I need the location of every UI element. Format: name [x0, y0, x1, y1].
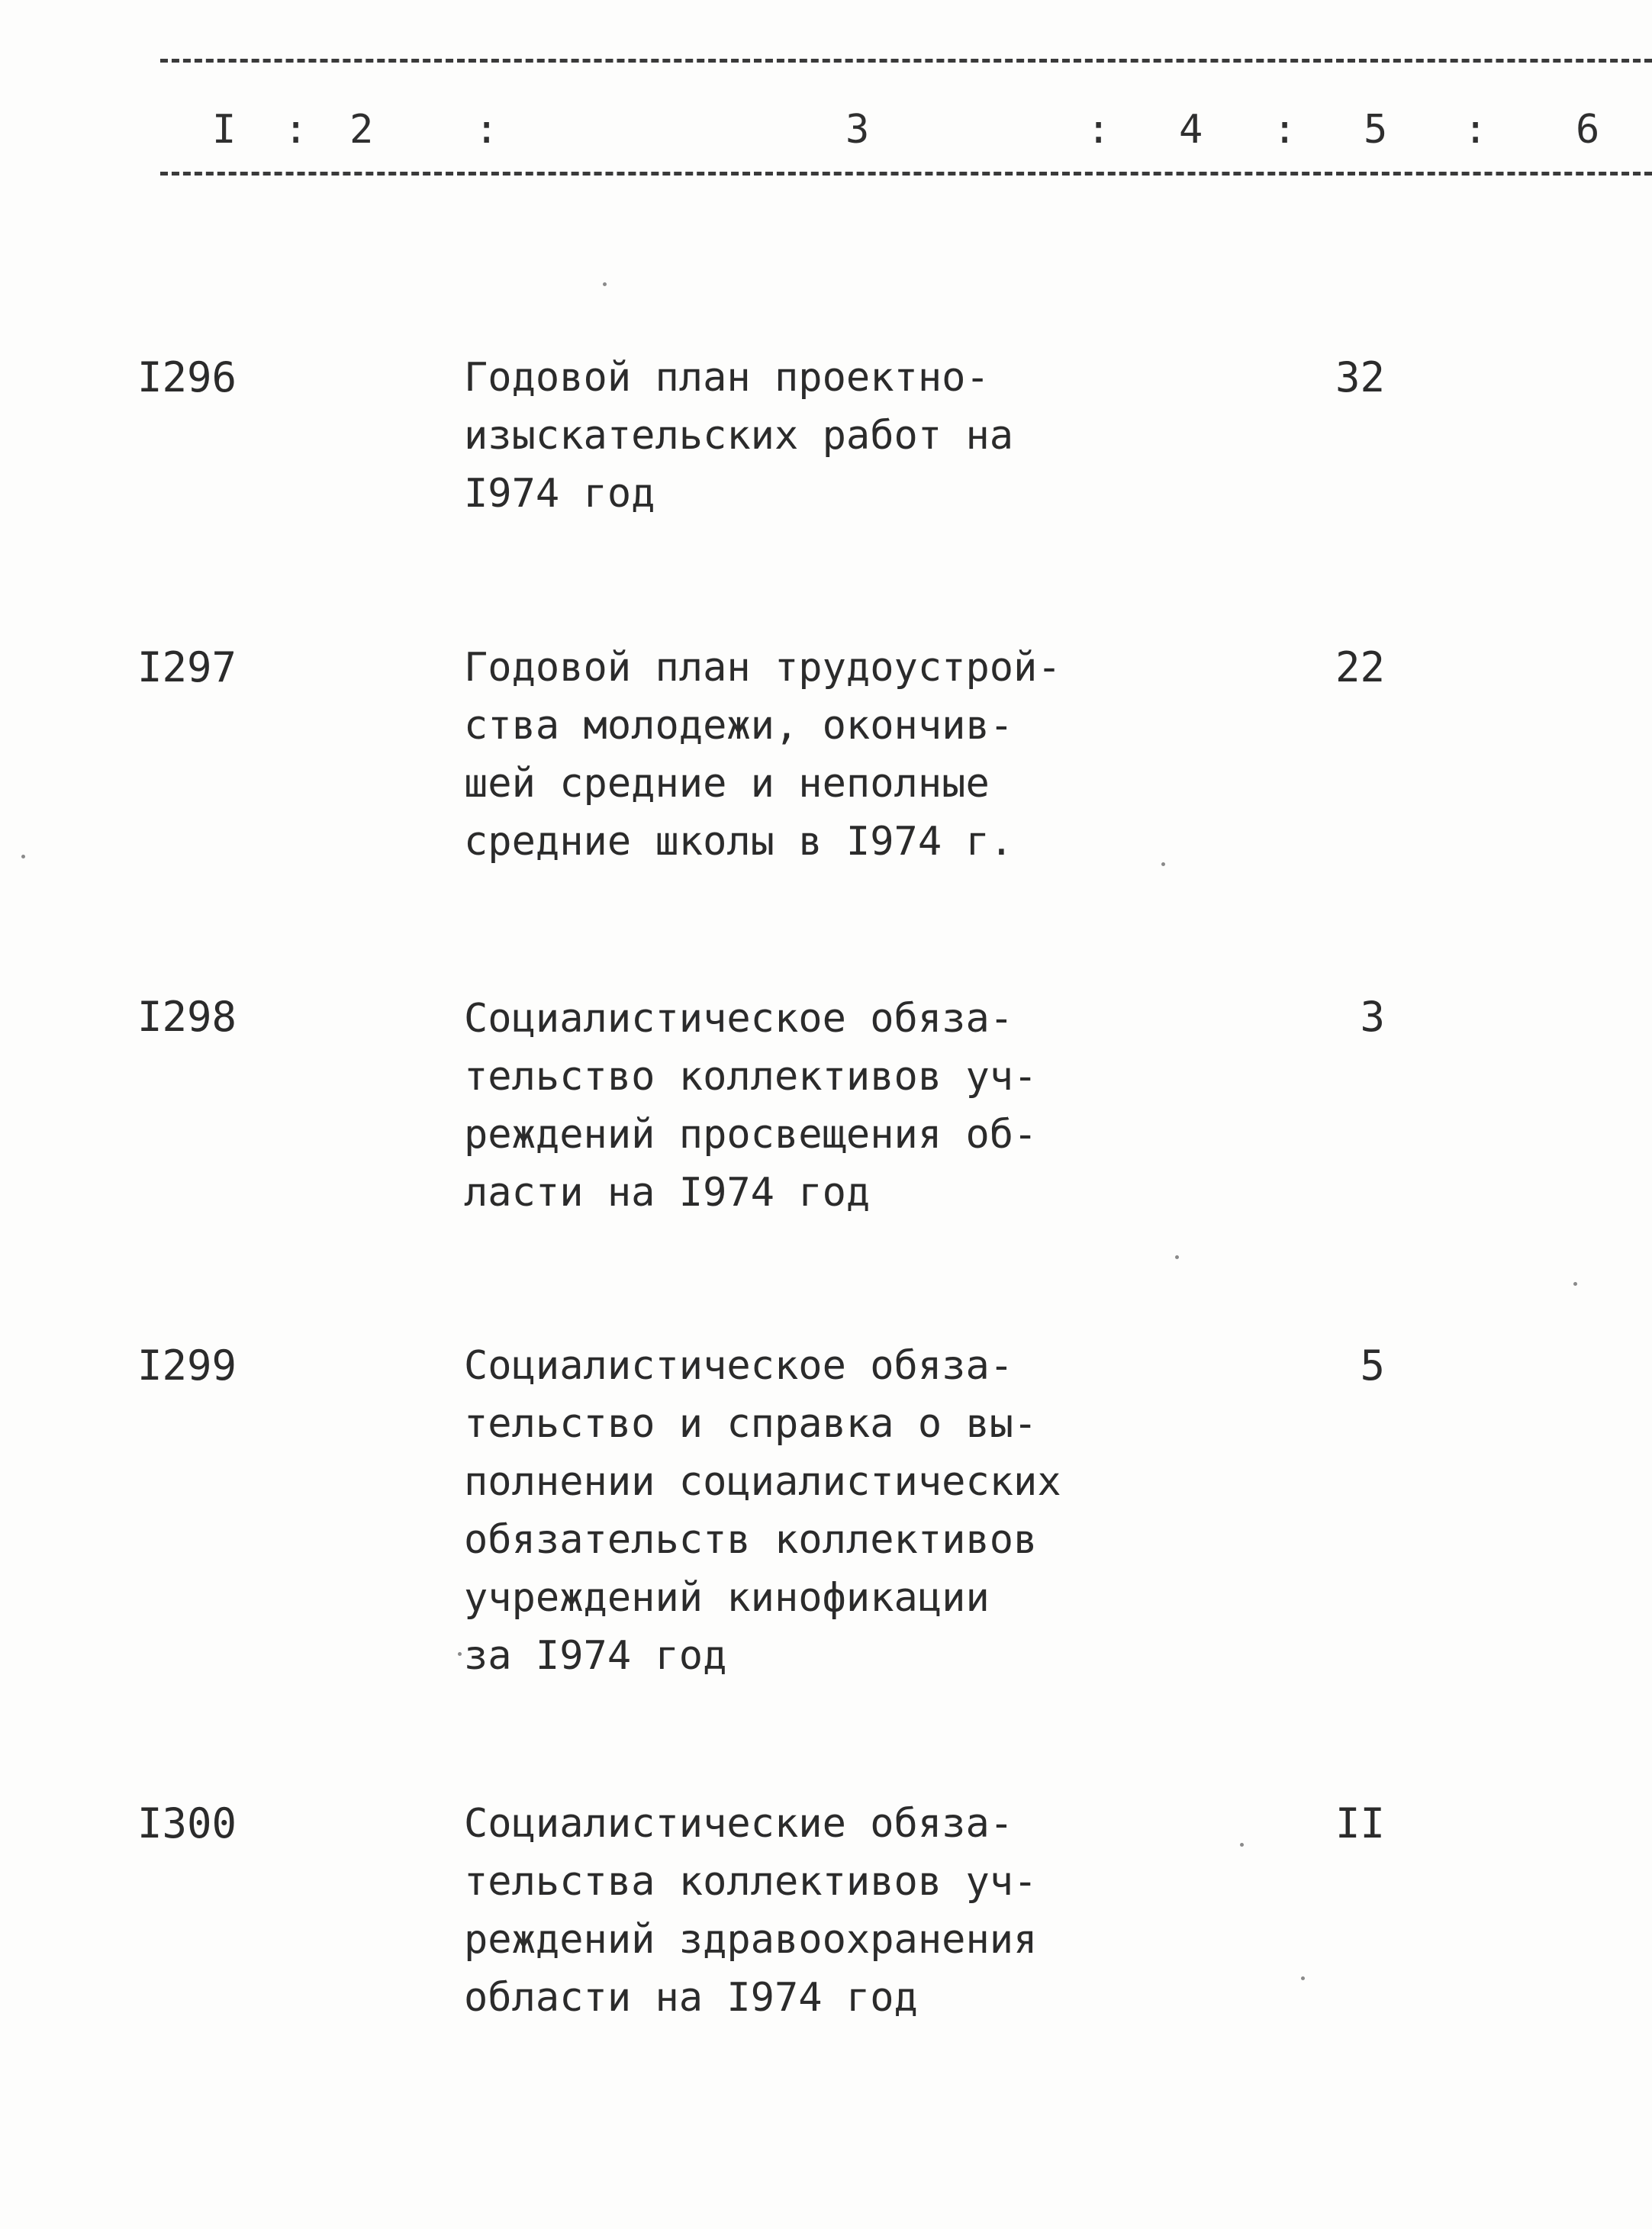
record-sheet-count: II: [1335, 1799, 1385, 1847]
scan-speck: [1240, 1843, 1244, 1847]
column-header-3: 3: [845, 107, 870, 153]
record-number: I299: [137, 1342, 237, 1390]
record-number: I298: [137, 993, 237, 1041]
column-separator: :: [284, 107, 308, 153]
scan-speck: [1175, 1255, 1179, 1259]
scan-speck: [458, 1652, 462, 1656]
scan-speck: [21, 855, 25, 858]
record-title: Годовой план проектно- изыскательских работ на I974 год: [464, 355, 1014, 517]
header-bottom-rule: [160, 172, 1652, 176]
scan-speck: [603, 282, 607, 286]
record-title: Социалистические обяза- тельства коллективов уч- реждений здравоохранения области на I974 год: [464, 1801, 1038, 2021]
record-number: I297: [137, 643, 237, 691]
record-title: Социалистическое обяза- тельство и справка о вы- полнении социалистических обязательств коллективов учреждений кинофикации за I974 год: [464, 1343, 1061, 1679]
column-separator: :: [1464, 107, 1488, 153]
column-header-5: 5: [1364, 107, 1388, 153]
record-number: I300: [137, 1799, 237, 1847]
record-sheet-count: 3: [1360, 993, 1385, 1041]
scan-speck: [1573, 1282, 1577, 1286]
record-sheet-count: 5: [1360, 1342, 1385, 1390]
column-header-1: I: [212, 107, 237, 153]
scan-speck: [1161, 862, 1165, 866]
scan-speck: [1301, 1976, 1305, 1980]
header-top-rule: [160, 59, 1652, 63]
column-header-6: 6: [1576, 107, 1600, 153]
column-separator: :: [1273, 107, 1297, 153]
record-title: Социалистическое обяза- тельство коллективов уч- реждений просвещения об- ласти на I974 год: [464, 996, 1038, 1216]
record-sheet-count: 32: [1335, 353, 1385, 401]
record-number: I296: [137, 353, 237, 401]
column-header-2: 2: [349, 107, 374, 153]
record-title: Годовой план трудоустрой- ства молодежи, окончив- шей средние и неполные средние школы в I974 г.: [464, 645, 1061, 865]
column-separator: :: [475, 107, 499, 153]
record-sheet-count: 22: [1335, 643, 1385, 691]
column-separator: :: [1087, 107, 1111, 153]
column-header-4: 4: [1179, 107, 1203, 153]
